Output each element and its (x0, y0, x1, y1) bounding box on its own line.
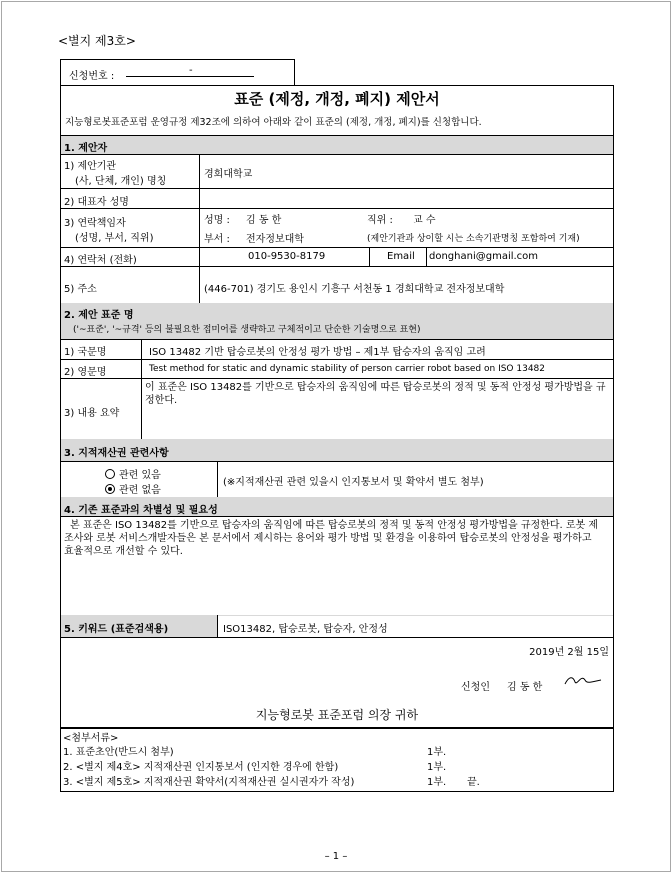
position-value: 교 수 (413, 215, 436, 226)
proposal-form (60, 85, 614, 729)
ip-related-no[interactable]: 관련 없음 (105, 481, 161, 496)
sign-date: 2019년 2월 15일 (529, 647, 609, 658)
attachment-3: 3. <별지 제5호> 지적재산권 확약서(지적재산권 실시권자가 작성) (63, 777, 355, 788)
name-label: 성명 : (204, 215, 230, 226)
attachment-3-count: 1부. (427, 777, 447, 788)
section4-body: 본 표준은 ISO 13482를 기반으로 탑승자의 움직임에 따른 탑승로봇의 정적 및 동적 안정성 평가방법을 규정한다. 로봇 제조사와 로봇 서비스개발자들은 본 문서에서 제시하는 용어와 평가 방법 및 환경을 이용하여 탑승로봇의 안정성을 평가하고 효율적으로 개선할 수 있다. (64, 520, 599, 557)
radio-no-selected[interactable] (105, 484, 115, 494)
address-label: 5) 주소 (64, 284, 97, 295)
application-number-box (60, 59, 295, 86)
phone-label: 4) 연락처 (전화) (64, 255, 137, 266)
attachment-2: 2. <별지 제4호> 지적재산권 인지통보서 (인지한 경우에 한함) (63, 762, 339, 773)
org-label: 1) 제안기관 (64, 161, 117, 172)
ip-related-yes[interactable]: 관련 있음 (105, 466, 161, 481)
eng-name-value: Test method for static and dynamic stability of person carrier robot based on ISO 13482 (149, 364, 546, 374)
email-value: donghani@gmail.com (429, 251, 539, 262)
page-number: – 1 – (324, 851, 348, 862)
rep-label: 2) 대표자 성명 (64, 197, 129, 208)
ip-note: (※지적재산권 관련 있을시 인지통보서 및 확약서 별도 첨부) (223, 477, 484, 488)
name-value: 김 동 한 (246, 215, 282, 226)
dept-value: 전자정보대학 (246, 234, 304, 245)
dept-label: 부서 : (204, 234, 230, 245)
attachments-box (60, 727, 614, 792)
attachment-1: 1. 표준초안(반드시 첨부) (63, 747, 174, 758)
application-number-line (126, 76, 254, 77)
applicant-label: 신청인 (461, 682, 490, 693)
section5-heading: 5. 키워드 (표준검색용) (64, 624, 169, 635)
attachments-heading: <첨부서류> (63, 733, 119, 744)
org-label-sub: (사, 단체, 개인) 명칭 (75, 176, 167, 187)
contact-label: 3) 연락책임자 (64, 218, 126, 229)
page-title: 표준 (제정, 개정, 폐지) 제안서 (234, 90, 440, 108)
section2-note: ('~표준', '~규격' 등의 불필요한 접미어를 생략하고 구체적이고 단순한 기술명으로 표현) (73, 325, 421, 335)
attachment-2-count: 1부. (427, 762, 447, 773)
phone-value: 010-9530-8179 (248, 251, 326, 262)
page-subtitle: 지능형로봇표준포럼 운영규정 제32조에 의하여 아래와 같이 표준의 (제정, 개정, 폐지)를 신청합니다. (65, 117, 482, 128)
application-number-label: 신청번호 : (69, 71, 115, 82)
section4-heading: 4. 기존 표준과의 차별성 및 필요성 (64, 505, 218, 516)
keywords-value: ISO13482, 탑승로봇, 탑승자, 안정성 (223, 624, 388, 635)
recipient: 지능형로봇 표준포럼 의장 귀하 (255, 708, 419, 722)
email-label: Email (387, 251, 415, 262)
summary-label: 3) 내용 요약 (64, 408, 120, 419)
section3-heading: 3. 지적재산권 관련사항 (64, 448, 169, 459)
radio-yes[interactable] (105, 469, 115, 479)
position-label: 직위 : (367, 215, 393, 226)
address-value: (446-701) 경기도 용인시 기흥구 서천동 1 경희대학교 전자정보대학 (204, 284, 505, 295)
attachment-1-count: 1부. (427, 747, 447, 758)
org-value: 경희대학교 (204, 169, 253, 180)
contact-label-sub: (성명, 부서, 직위) (75, 233, 154, 244)
section1-heading: 1. 제안자 (64, 143, 108, 154)
section2-heading: 2. 제안 표준 명 (64, 310, 134, 321)
summary-value: 이 표준은 ISO 13482를 기반으로 탑승자의 움직임에 따른 탑승로봇의 정적 및 동적 안정성 평가방법을 규정한다. (145, 382, 606, 406)
applicant-name: 김 동 한 (507, 682, 543, 693)
attachments-end: 끝. (467, 777, 480, 788)
kor-name-value: ISO 13482 기반 탑승로봇의 안정성 평가 방법 – 제1부 탑승자의 움직임 고려 (149, 347, 486, 358)
application-number-dash: - (189, 65, 193, 76)
eng-name-label: 2) 영문명 (64, 367, 107, 378)
section1-header (61, 135, 613, 154)
signature-mark (563, 672, 603, 688)
kor-name-label: 1) 국문명 (64, 347, 107, 358)
dept-note: (제안기관과 상이할 시는 소속기관명칭 포함하여 기재) (367, 234, 580, 244)
form-label: <별지 제3호> (58, 34, 136, 48)
